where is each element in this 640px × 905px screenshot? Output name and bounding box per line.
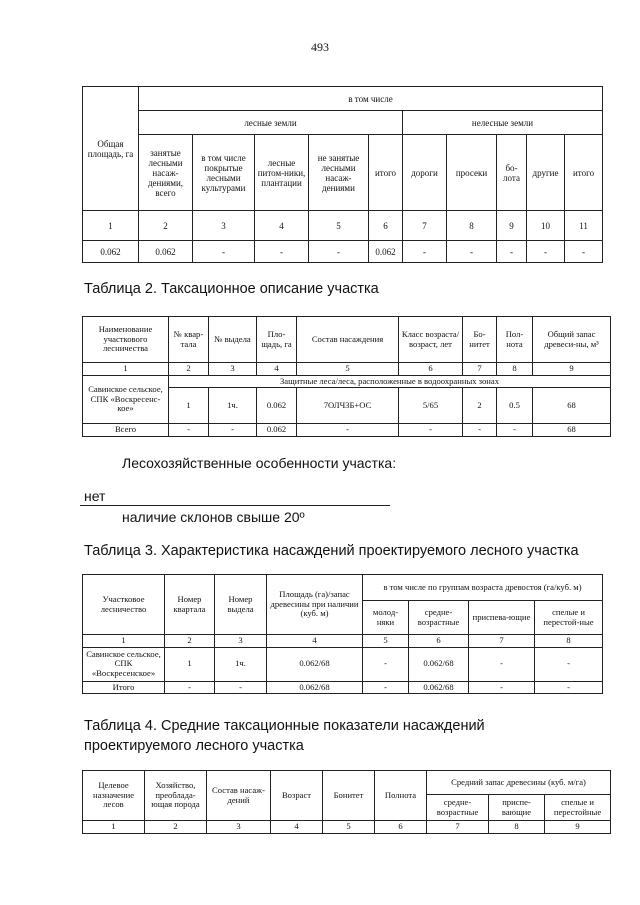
table1-forest-header: лесные земли bbox=[139, 111, 403, 135]
table2-cell: 7ОЛЧ3Б+ОС bbox=[297, 388, 399, 424]
table2-header: № выдела bbox=[209, 317, 257, 363]
table2-col-number: 4 bbox=[257, 363, 297, 376]
table4-subheader: приспе-вающие bbox=[489, 795, 545, 821]
table1-subheader: дороги bbox=[403, 135, 447, 211]
table1-col-number: 2 bbox=[139, 211, 193, 241]
table4-col-number: 7 bbox=[427, 821, 489, 834]
table3-total-cell: - bbox=[535, 681, 603, 694]
table4-subheader: средне-возрастные bbox=[427, 795, 489, 821]
table3-cell: - bbox=[363, 647, 409, 681]
table3-cell: 1 bbox=[165, 647, 215, 681]
table3-col-number: 4 bbox=[267, 635, 363, 648]
taxation-table bbox=[82, 316, 611, 437]
table2-header: Пло-щадь, га bbox=[257, 317, 297, 363]
table1-cell: - bbox=[447, 241, 497, 263]
table4-col-number: 3 bbox=[207, 821, 271, 834]
table1-subheader: итого bbox=[565, 135, 603, 211]
table2-total-cell: 0.062 bbox=[257, 424, 297, 437]
table3-group-header: в том числе по группам возраста древостоя (га/куб. м) bbox=[363, 575, 603, 601]
table1-cell: 0.062 bbox=[369, 241, 403, 263]
table3-cell: 0.062/68 bbox=[267, 647, 363, 681]
table2-col-number: 7 bbox=[463, 363, 497, 376]
table4-subheader: спелые и перестойные bbox=[545, 795, 611, 821]
table3-cell: 0.062/68 bbox=[409, 647, 469, 681]
table2-cell: 1 bbox=[169, 388, 209, 424]
table1-cell: - bbox=[193, 241, 255, 263]
table2-total-cell: 68 bbox=[533, 424, 611, 437]
table3-subheader: средне-возрастные bbox=[409, 601, 469, 635]
table2-total-cell: Всего bbox=[83, 424, 169, 437]
table4-header: Бонитет bbox=[323, 771, 375, 821]
table4-col-number: 2 bbox=[145, 821, 207, 834]
table1-subheader: итого bbox=[369, 135, 403, 211]
table1-cell: - bbox=[527, 241, 565, 263]
table3-cell: - bbox=[469, 647, 535, 681]
table1-subheader: не занятые лесными насаж-дениями bbox=[309, 135, 369, 211]
table4-col-number: 9 bbox=[545, 821, 611, 834]
table1-col-number: 7 bbox=[403, 211, 447, 241]
table1-subheader: бо-лота bbox=[497, 135, 527, 211]
table3-col-number: 7 bbox=[469, 635, 535, 648]
stand-characteristics-table bbox=[82, 574, 603, 694]
table2-cell: 1ч. bbox=[209, 388, 257, 424]
table1-cell: 0.062 bbox=[139, 241, 193, 263]
table3-total-cell: - bbox=[215, 681, 267, 694]
table2-header: Бо-нитет bbox=[463, 317, 497, 363]
table1-cell: 0.062 bbox=[83, 241, 139, 263]
table3-header: Площадь (га)/запас древесины при наличии (куб. м) bbox=[267, 575, 363, 635]
features-underline bbox=[80, 505, 390, 506]
table2-header: Класс возраста/ возраст, лет bbox=[399, 317, 463, 363]
slopes-text: наличие склонов свыше 20º bbox=[122, 509, 305, 525]
table1-col-number: 1 bbox=[83, 211, 139, 241]
table1-col-number: 5 bbox=[309, 211, 369, 241]
table1-col-number: 4 bbox=[255, 211, 309, 241]
table4-caption: Таблица 4. Средние таксационные показатели насаждений проектируемого лесного участка bbox=[84, 718, 485, 754]
table1-col-number: 11 bbox=[565, 211, 603, 241]
table4-header: Полнота bbox=[375, 771, 427, 821]
table3-header: Номер квартала bbox=[165, 575, 215, 635]
land-area-table bbox=[82, 86, 603, 263]
table4-header: Хозяйство, преоблада-ющая порода bbox=[145, 771, 207, 821]
table3-subheader: приспева-ющие bbox=[469, 601, 535, 635]
table2-total-cell: - bbox=[297, 424, 399, 437]
table3-total-cell: 0.062/68 bbox=[267, 681, 363, 694]
table1-nonforest-header: нелесные земли bbox=[403, 111, 603, 135]
table3-total-cell: - bbox=[469, 681, 535, 694]
table1-col-number: 6 bbox=[369, 211, 403, 241]
table2-total-cell: - bbox=[463, 424, 497, 437]
table3-total-cell: 0.062/68 bbox=[409, 681, 469, 694]
table2-cell: 68 bbox=[533, 388, 611, 424]
table2-header: Наименование участкового лесничества bbox=[83, 317, 169, 363]
table1-col-number: 9 bbox=[497, 211, 527, 241]
table1-subheader: занятые лесными насаж-дениями, всего bbox=[139, 135, 193, 211]
table3-header: Участковое лесничество bbox=[83, 575, 165, 635]
table4-col-number: 8 bbox=[489, 821, 545, 834]
table4-col-number: 4 bbox=[271, 821, 323, 834]
table2-total-cell: - bbox=[497, 424, 533, 437]
table2-cell: 2 bbox=[463, 388, 497, 424]
features-title: Лесохозяйственные особенности участка: bbox=[122, 455, 397, 471]
table4-header: Состав насаж-дений bbox=[207, 771, 271, 821]
table2-col-number: 3 bbox=[209, 363, 257, 376]
table1-subheader: в том числе покрытые лесными культурами bbox=[193, 135, 255, 211]
table3-col-number: 1 bbox=[83, 635, 165, 648]
table3-cell: - bbox=[535, 647, 603, 681]
table2-col-number: 8 bbox=[497, 363, 533, 376]
table4-group-header: Средний запас древесины (куб. м/га) bbox=[427, 771, 611, 795]
table3-total-cell: Итого bbox=[83, 681, 165, 694]
features-value: нет bbox=[84, 488, 106, 504]
table3-col-number: 5 bbox=[363, 635, 409, 648]
table2-col-number: 9 bbox=[533, 363, 611, 376]
table4-col-number: 6 bbox=[375, 821, 427, 834]
table1-cell: - bbox=[565, 241, 603, 263]
table3-subheader: спелые и перестой-ные bbox=[535, 601, 603, 635]
table2-col-number: 2 bbox=[169, 363, 209, 376]
table3-cell: 1ч. bbox=[215, 647, 267, 681]
table2-cell: 5/65 bbox=[399, 388, 463, 424]
table3-col-number: 3 bbox=[215, 635, 267, 648]
average-taxation-table bbox=[82, 770, 611, 834]
table2-header: № квар-тала bbox=[169, 317, 209, 363]
table2-col-number: 1 bbox=[83, 363, 169, 376]
table1-col-number: 10 bbox=[527, 211, 565, 241]
table1-area-header: Общая площадь, га bbox=[83, 87, 139, 211]
table2-caption: Таблица 2. Таксационное описание участка bbox=[84, 281, 379, 297]
table3-total-cell: - bbox=[165, 681, 215, 694]
table3-total-cell: - bbox=[363, 681, 409, 694]
table2-cell: 0.5 bbox=[497, 388, 533, 424]
table3-col-number: 2 bbox=[165, 635, 215, 648]
table1-cell: - bbox=[309, 241, 369, 263]
table2-header: Пол-нота bbox=[497, 317, 533, 363]
table3-col-number: 8 bbox=[535, 635, 603, 648]
table1-col-number: 3 bbox=[193, 211, 255, 241]
table2-total-cell: - bbox=[209, 424, 257, 437]
table2-cell: 0.062 bbox=[257, 388, 297, 424]
table3-header: Номер выдела bbox=[215, 575, 267, 635]
table1-subheader: лесные питом-ники, плантации bbox=[255, 135, 309, 211]
table4-col-number: 1 bbox=[83, 821, 145, 834]
table2-forestry-name: Савинское сельское, СПК «Воскресенс-кое» bbox=[83, 375, 169, 424]
table1-cell: - bbox=[403, 241, 447, 263]
table2-protective-note: Защитные леса/леса, расположенные в водоохранных зонах bbox=[169, 375, 611, 388]
table2-total-cell: - bbox=[399, 424, 463, 437]
table1-col-number: 8 bbox=[447, 211, 497, 241]
table1-cell: - bbox=[255, 241, 309, 263]
table4-col-number: 5 bbox=[323, 821, 375, 834]
table2-col-number: 6 bbox=[399, 363, 463, 376]
table1-cell: - bbox=[497, 241, 527, 263]
table1-subheader: просеки bbox=[447, 135, 497, 211]
table3-cell: Савинское сельское, СПК «Воскресенское» bbox=[83, 647, 165, 681]
table2-header: Состав насаждения bbox=[297, 317, 399, 363]
table2-total-cell: - bbox=[169, 424, 209, 437]
table4-header: Целевое назначение лесов bbox=[83, 771, 145, 821]
page-number: 493 bbox=[311, 40, 329, 54]
table2-header: Общий запас древеси-ны, м³ bbox=[533, 317, 611, 363]
table1-subheader: другие bbox=[527, 135, 565, 211]
table3-col-number: 6 bbox=[409, 635, 469, 648]
table4-header: Возраст bbox=[271, 771, 323, 821]
table1-in-total-header: в том числе bbox=[139, 87, 603, 111]
table3-caption: Таблица 3. Характеристика насаждений проектируемого лесного участка bbox=[84, 543, 579, 559]
table3-subheader: молод-няки bbox=[363, 601, 409, 635]
table2-col-number: 5 bbox=[297, 363, 399, 376]
